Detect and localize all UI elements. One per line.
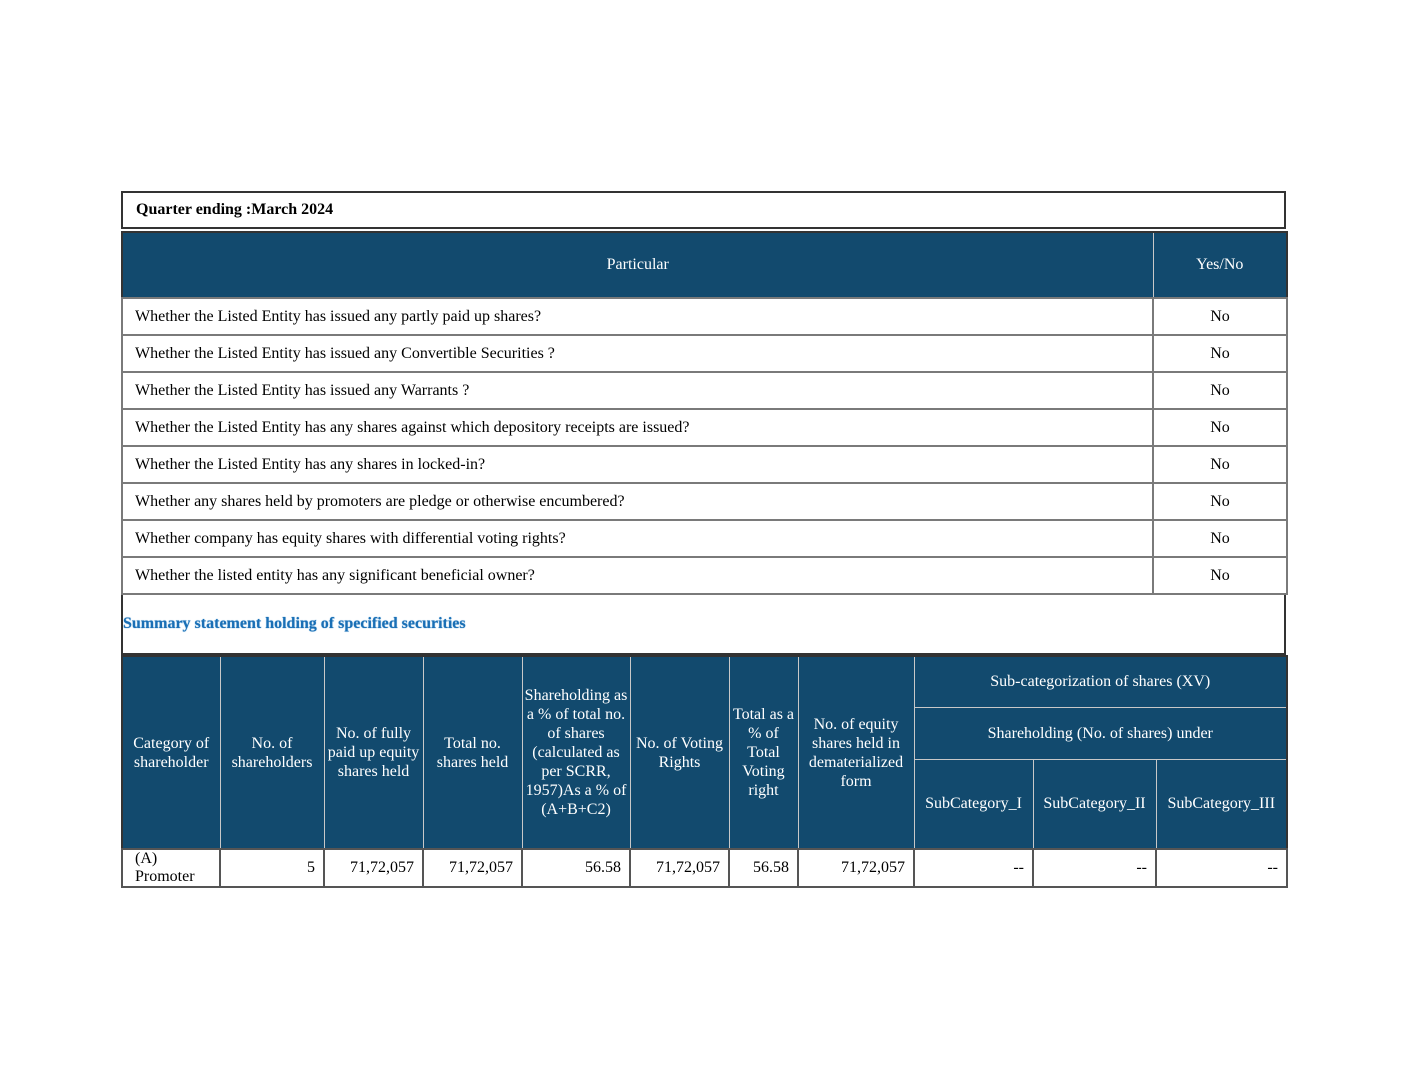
table-row: [122, 849, 1287, 887]
table-row: [122, 483, 1287, 520]
question-cell: Whether the Listed Entity has any shares in locked-in?: [122, 446, 1153, 483]
total-voting-pct-cell: 56.58: [729, 849, 798, 887]
subcategory-3-cell: --: [1156, 849, 1287, 887]
answer-cell: No: [1153, 409, 1287, 446]
question-cell: Whether the Listed Entity has issued any partly paid up shares?: [122, 298, 1153, 335]
question-cell: Whether any shares held by promoters are pledge or otherwise encumbered?: [122, 483, 1153, 520]
header-voting-rights: No. of Voting Rights: [630, 656, 729, 849]
shareholding-pct-cell: 56.58: [522, 849, 630, 887]
answer-cell: No: [1153, 520, 1287, 557]
table-row: [122, 520, 1287, 557]
answer-cell: No: [1153, 335, 1287, 372]
num-shareholders-cell: 5: [220, 849, 324, 887]
table-row: [122, 372, 1287, 409]
table-row: [122, 335, 1287, 372]
question-cell: Whether the Listed Entity has issued any Warrants ?: [122, 372, 1153, 409]
quarter-label: Quarter ending :March 2024: [136, 201, 334, 218]
answer-cell: No: [1153, 446, 1287, 483]
total-shares-cell: 71,72,057: [423, 849, 522, 887]
question-cell: Whether the Listed Entity has issued any Convertible Securities ?: [122, 335, 1153, 372]
question-cell: Whether the listed entity has any significant beneficial owner?: [122, 557, 1153, 594]
table-row: [122, 557, 1287, 594]
header-total-voting-pct: Total as a % of Total Voting right: [729, 656, 798, 849]
question-cell: Whether company has equity shares with differential voting rights?: [122, 520, 1153, 557]
question-cell: Whether the Listed Entity has any shares against which depository receipts are issued?: [122, 409, 1153, 446]
header-subcategorization: Sub-categorization of shares (XV): [914, 656, 1287, 707]
summary-title: Summary statement holding of specified securities: [123, 615, 466, 632]
summary-heading-box: [121, 595, 1286, 655]
document-page: [121, 191, 1286, 888]
header-demat: No. of equity shares held in dematerialized form: [798, 656, 914, 849]
voting-rights-cell: 71,72,057: [630, 849, 729, 887]
header-subcategory-1: SubCategory_I: [914, 759, 1033, 849]
answer-cell: No: [1153, 298, 1287, 335]
quarter-header: [121, 191, 1286, 229]
header-subcategory-3: SubCategory_III: [1156, 759, 1287, 849]
header-subcategory-2: SubCategory_II: [1033, 759, 1156, 849]
table-row: [122, 446, 1287, 483]
header-total-shares: Total no. shares held: [423, 656, 522, 849]
header-fully-paid: No. of fully paid up equity shares held: [324, 656, 423, 849]
answer-cell: No: [1153, 372, 1287, 409]
subcategory-1-cell: --: [914, 849, 1033, 887]
subcategory-2-cell: --: [1033, 849, 1156, 887]
header-category: Category of shareholder: [122, 656, 220, 849]
header-shareholding-pct: Shareholding as a % of total no. of shares (calculated as per SCRR, 1957)As a % of (A+B+C2): [522, 656, 630, 849]
answer-cell: No: [1153, 483, 1287, 520]
particulars-table: [121, 231, 1288, 595]
particulars-header-row: [122, 232, 1287, 298]
header-particular: Particular: [122, 232, 1153, 298]
header-shareholding-under: Shareholding (No. of shares) under: [914, 707, 1287, 759]
category-cell: (A) Promoter: [122, 849, 220, 887]
header-yes-no: Yes/No: [1153, 232, 1287, 298]
summary-table: [121, 655, 1288, 888]
summary-header-row-1: [122, 656, 1287, 707]
table-row: [122, 298, 1287, 335]
header-num-shareholders: No. of shareholders: [220, 656, 324, 849]
demat-cell: 71,72,057: [798, 849, 914, 887]
table-row: [122, 409, 1287, 446]
answer-cell: No: [1153, 557, 1287, 594]
fully-paid-cell: 71,72,057: [324, 849, 423, 887]
